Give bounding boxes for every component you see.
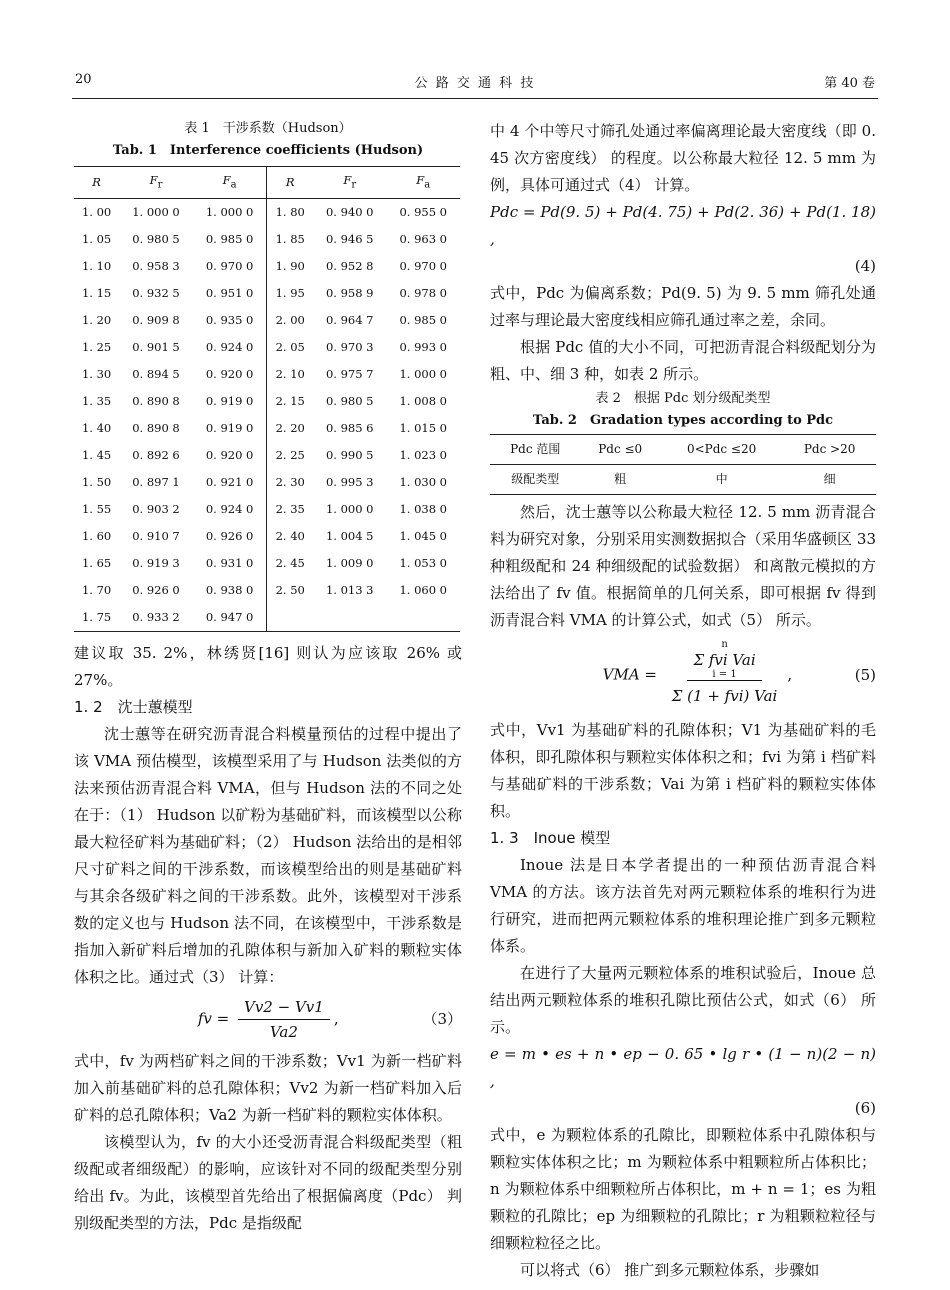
table1-cell: 2. 20: [275, 421, 305, 436]
table1-cell: 0. 980 5: [132, 232, 180, 247]
eq5-fraction: [666, 640, 784, 711]
table1-cell: 0. 964 7: [325, 313, 374, 328]
eq6-number: (6): [854, 1099, 876, 1117]
eq5-denominator: Σ (1 + fvi) Vai: [671, 687, 778, 705]
table2-row-range: [490, 435, 876, 465]
table1-cell: 1. 023 0: [399, 448, 448, 463]
table2-cell: Pdc >20: [803, 442, 856, 456]
table1-cell: 0. 910 7: [132, 529, 180, 544]
table1-cell: 1. 060 0: [399, 583, 448, 598]
eq4-text: Pdc = Pd(9. 5) + Pd(4. 75) + Pd(2. 36) + Pd(1. 18) ,: [490, 203, 876, 248]
table1-cell: 0. 909 8: [132, 313, 180, 328]
eq3-denominator: Va2: [269, 1023, 298, 1042]
table1-row: [74, 334, 460, 361]
table1-cell: 1. 30: [81, 367, 112, 382]
table1-cell: 1. 70: [81, 583, 112, 598]
table1-cell: 0. 933 2: [119, 604, 193, 632]
table1-header-r: R: [74, 167, 119, 199]
table1-cell: 1. 000 0: [132, 205, 180, 220]
table1-cell: 1. 10: [81, 259, 112, 274]
table1-row: [74, 523, 460, 550]
table1-row: [74, 577, 460, 604]
eq5-number: (5): [854, 666, 876, 684]
table1-cell: 0. 894 5: [132, 367, 180, 382]
eq3-numerator: Vv2 − Vv1: [238, 995, 330, 1020]
eq5-numerator: Σ fvi Vai: [693, 651, 756, 669]
table1-cell: 0. 985 0: [399, 313, 448, 328]
table2-cell: 级配类型: [511, 472, 560, 486]
right-paragraph-9: 可以将式（6） 推广到多元颗粒体系，步骤如: [520, 1261, 820, 1279]
table2-row-type: [490, 465, 876, 495]
right-paragraph-1: 中 4 个中等尺寸筛孔处通过率偏离理论最大密度线（即 0. 45 次方密度线） 的程度。以公称最大粒径 12. 5 mm 为例，具体可通过式（4） 计算。: [490, 122, 876, 194]
table1-cell: 0. 901 5: [132, 340, 180, 355]
table2-cell: 0<Pdc ≤20: [686, 442, 757, 456]
table1-cell: 0. 980 5: [325, 394, 374, 409]
right-paragraph-5: 式中，Vv1 为基础矿料的孔隙体积；V1 为基础矿料的毛体积，即孔隙体积与颗粒实体体积之和；fvi 为第 i 档矿料与基础矿料的干涉系数；Vai 为第 i 档矿料的颗粒实体体积。: [490, 721, 876, 820]
table1: [74, 166, 460, 632]
table1-cell: 0. 903 2: [132, 502, 180, 517]
table1-cell: 0. 897 1: [132, 475, 180, 490]
table1-cell: 0. 958 9: [325, 286, 374, 301]
table1-row: [74, 280, 460, 307]
table1-cell: 0. 970 0: [193, 253, 267, 280]
table1-row: [74, 550, 460, 577]
table1-cell: 0. 963 0: [399, 232, 448, 247]
table1-cell: 1. 015 0: [399, 421, 448, 436]
table1-row: [74, 388, 460, 415]
table1-header-fa: $F_a$: [193, 167, 267, 199]
table1-row: [74, 199, 460, 227]
eq3-number: （3）: [422, 1010, 462, 1029]
table1-cell: 2. 00: [275, 313, 305, 328]
table1-cell: 0. 955 0: [399, 205, 448, 220]
table1-cell: [313, 604, 387, 632]
table1-cell: 2. 50: [275, 583, 305, 598]
right-paragraph-2: 式中，Pdc 为偏离系数；Pd(9. 5) 为 9. 5 mm 筛孔处通过率与理论最大密度线相应筛孔通过率之差，余同。: [490, 284, 876, 329]
table1-cell: 0. 985 6: [325, 421, 374, 436]
equation-4: [490, 199, 876, 280]
table1-cell: [386, 604, 460, 632]
table1-row: [74, 496, 460, 523]
eq5-upper-limit: n: [721, 639, 728, 650]
table1-cell: 0. 931 0: [193, 550, 267, 577]
table1-cell: 1. 000 0: [193, 199, 267, 227]
table1-cell: 0. 970 3: [325, 340, 374, 355]
table1-cell: 0. 920 0: [193, 442, 267, 469]
table2: [490, 434, 876, 495]
table1-cell: 0. 946 5: [325, 232, 374, 247]
table1-cell: 2. 30: [275, 475, 305, 490]
table1-cell: 1. 038 0: [399, 502, 448, 517]
table1-cell: 1. 95: [275, 286, 305, 301]
table2-caption-cn: 表 2 根据 Pdc 划分级配类型: [595, 391, 771, 406]
table1-cell: 0. 921 0: [193, 469, 267, 496]
table1-cell: 0. 993 0: [399, 340, 448, 355]
section-1-3-heading: 1. 3 Inoue 模型: [490, 829, 611, 847]
table1-cell: 1. 60: [81, 529, 112, 544]
right-paragraph-8: 式中，e 为颗粒体系的孔隙比，即颗粒体系中孔隙体积与颗粒实体体积之比；m 为颗粒体系中粗颗粒所占体积比；n 为颗粒体系中细颗粒所占体积比，m + n = 1；es 为粗颗粒的孔隙比；ep 为细颗粒的孔隙比；r 为粗颗粒粒径与细颗粒粒径之比。: [490, 1126, 876, 1252]
table1-cell: 1. 05: [81, 232, 112, 247]
table1-cell: 0. 924 0: [193, 496, 267, 523]
header-rule: [72, 98, 878, 99]
equation-5: VMA = n Σ fvi Vai i = 1 Σ (1 + fvi) Vai , (5): [490, 640, 876, 711]
table1-cell: 1. 35: [81, 394, 112, 409]
table1-cell: 0. 940 0: [325, 205, 374, 220]
table1-cell: 0. 975 7: [325, 367, 374, 382]
table1-cell: 2. 25: [275, 448, 305, 463]
table1-cell: 0. 951 0: [193, 280, 267, 307]
table1-cell: 0. 892 6: [132, 448, 180, 463]
eq3-lhs: fv =: [197, 1009, 230, 1028]
table1-row: [74, 604, 460, 632]
table1-cell: 1. 053 0: [399, 556, 448, 571]
table1-cell: 0. 924 0: [193, 334, 267, 361]
table1-cell: 0. 935 0: [193, 307, 267, 334]
table2-cell: Pdc 范围: [510, 442, 561, 456]
table1-row: [74, 415, 460, 442]
table1-cell: 0. 920 0: [193, 361, 267, 388]
table1-cell: 0. 970 0: [399, 259, 448, 274]
table1-cell: 1. 25: [81, 340, 112, 355]
journal-title: 公 路 交 通 科 技: [414, 76, 536, 91]
eq5-lower-limit: i = 1: [712, 669, 737, 680]
table1-cell: 2. 15: [275, 394, 305, 409]
table1-cell: 2. 05: [275, 340, 305, 355]
table1-cell: 1. 45: [81, 448, 112, 463]
table1-row: [74, 226, 460, 253]
table1-row: [74, 361, 460, 388]
table1-cell: 0. 932 5: [132, 286, 180, 301]
volume-label: 第 40 卷: [824, 76, 875, 91]
table1-cell: 0. 926 0: [193, 523, 267, 550]
table1-cell: 1. 004 5: [325, 529, 374, 544]
left-paragraph-1: 建议取 35. 2%，林绣贤[16] 则认为应该取 26% 或 27%。: [74, 644, 462, 690]
table1-header-fa2: $F_a$: [386, 167, 460, 199]
left-paragraph-3: 式中，fv 为两档矿料之间的干涉系数；Vv1 为新一档矿料加入前基础矿料的总孔隙体积；Vv2 为新一档矿料加入后矿料的总孔隙体积；Va2 为新一档矿料的颗粒实体体积。: [74, 1052, 462, 1125]
table1-row: [74, 442, 460, 469]
table1-cell: 1. 50: [81, 475, 112, 490]
equation-3: fv = $\frac{Vv2 - Vv1}{Va2}$ , （3）: [74, 995, 462, 1044]
table1-header-fr2: $F_r$: [313, 167, 387, 199]
table1-cell: 2. 40: [275, 529, 305, 544]
table1-header-r2: R: [267, 167, 313, 199]
table2-cell: 细: [823, 472, 836, 486]
table1-cell: 1. 55: [81, 502, 112, 517]
eq5-lhs: VMA =: [602, 665, 658, 684]
table1-cell: 1. 008 0: [399, 394, 448, 409]
table1-cell: 1. 20: [81, 313, 112, 328]
table1-cell: 1. 013 3: [325, 583, 374, 598]
table1-cell: 2. 35: [275, 502, 305, 517]
table1-cell: 1. 80: [275, 205, 305, 220]
equation-6: [490, 1041, 876, 1122]
left-column: [74, 118, 462, 1237]
table1-cell: 1. 65: [81, 556, 112, 571]
table1-cell: 0. 947 0: [193, 604, 267, 632]
table1-cell: 0. 919 0: [193, 388, 267, 415]
left-paragraph-2: 沈士蕙等在研究沥青混合料模量预估的过程中提出了该 VMA 预估模型，该模型采用了与 Hudson 法类似的方法来预估沥青混合料 VMA，但与 Hudson 法的不同之处在于：（1） Hudson 以矿粉为基础矿料，而该模型以公称最大粒径矿料为基础矿料；（2） Hudson 法给出的是相邻尺寸矿料之间的干涉系数，而该模型给出的则是基础矿料与其余各级矿料之间的干涉系数。此外，该模型对干涉系数的定义也与 Hudson 法不同，在该模型中，干涉系数是指加入新矿料后增加的孔隙体积与新加入矿料的颗粒实体体积之比。通过式（3） 计算：: [74, 725, 462, 987]
eq4-number: (4): [854, 257, 876, 275]
table1-cell: 1. 000 0: [399, 367, 448, 382]
table1-cell: 0. 978 0: [399, 286, 448, 301]
table1-cell: 1. 75: [74, 604, 119, 632]
table1-cell: 0. 890 8: [132, 394, 180, 409]
right-paragraph-7: 在进行了大量两元颗粒体系的堆积试验后，Inoue 总结出两元颗粒体系的堆积孔隙比预估公式，如式（6） 所示。: [490, 964, 876, 1036]
right-paragraph-6: Inoue 法是日本学者提出的一种预估沥青混合料 VMA 的方法。该方法首先对两元颗粒体系的堆积行为进行研究，进而把两元颗粒体系的堆积理论推广到多元颗粒体系。: [490, 856, 876, 955]
eq6-text: e = m • es + n • ep − 0. 65 • lg r • (1 − n)(2 − n) ,: [490, 1045, 876, 1090]
table1-cell: 1. 009 0: [325, 556, 374, 571]
table1-cell: [267, 604, 313, 632]
table1-cell: 0. 926 0: [132, 583, 180, 598]
table1-cell: 0. 990 5: [325, 448, 374, 463]
table1-cell: 2. 10: [275, 367, 305, 382]
table1-cell: 0. 958 3: [132, 259, 180, 274]
table2-cell: 中: [715, 472, 728, 486]
table1-caption-en: Tab. 1 Interference coefficients (Hudson): [112, 143, 424, 158]
table1-cell: 0. 938 0: [193, 577, 267, 604]
table1-cell: 1. 000 0: [325, 502, 374, 517]
table1-body: [74, 199, 460, 632]
right-column: [490, 118, 876, 1284]
table1-row: [74, 469, 460, 496]
table1-cell: 0. 952 8: [325, 259, 374, 274]
eq3-fraction: [238, 995, 330, 1044]
table1-cell: 1. 40: [81, 421, 112, 436]
table1-cell: 1. 90: [275, 259, 305, 274]
table1-cell: 1. 85: [275, 232, 305, 247]
right-paragraph-4: 然后，沈士蕙等以公称最大粒径 12. 5 mm 沥青混合料为研究对象，分别采用实测数据拟合（采用华盛顿区 33 种粗级配和 24 种细级配的试验数据） 和离散元模拟的方法给出了 fv 值。根据简单的几何关系，即可根据 fv 得到沥青混合料 VMA 的计算公式，如式（5） 所示。: [490, 503, 876, 629]
table2-caption-en: Tab. 2 Gradation types according to Pdc: [532, 413, 834, 428]
table1-cell: 0. 919 0: [193, 415, 267, 442]
table1-row: [74, 307, 460, 334]
table1-row: [74, 253, 460, 280]
table1-header-row: [74, 167, 460, 199]
section-1-2-heading: 1. 2 沈士蕙模型: [74, 698, 193, 717]
table1-cell: 2. 45: [275, 556, 305, 571]
table1-cell: 1. 00: [81, 205, 112, 220]
table1-cell: 0. 995 3: [325, 475, 374, 490]
table1-cell: 0. 985 0: [193, 226, 267, 253]
table1-caption-cn: 表 1 干涉系数（Hudson）: [184, 121, 352, 136]
table1-cell: 0. 890 8: [132, 421, 180, 436]
table1-cell: 0. 919 3: [132, 556, 180, 571]
table2-cell: 粗: [614, 472, 627, 486]
table2-cell: Pdc ≤0: [598, 442, 643, 456]
page-number: 20: [75, 72, 92, 87]
table1-cell: 1. 045 0: [399, 529, 448, 544]
left-paragraph-4: 该模型认为，fv 的大小还受沥青混合料级配类型（粗级配或者细级配）的影响，应该针对不同的级配类型分别给出 fv。为此，该模型首先给出了根据偏离度（Pdc） 判别级配类型的方法，Pdc 是指级配: [74, 1133, 462, 1233]
table1-cell: 1. 030 0: [399, 475, 448, 490]
table1-header-fr: $F_r$: [119, 167, 193, 199]
table1-cell: 1. 15: [81, 286, 112, 301]
right-paragraph-3: 根据 Pdc 值的大小不同，可把沥青混合料级配划分为粗、中、细 3 种，如表 2 所示。: [490, 338, 876, 383]
